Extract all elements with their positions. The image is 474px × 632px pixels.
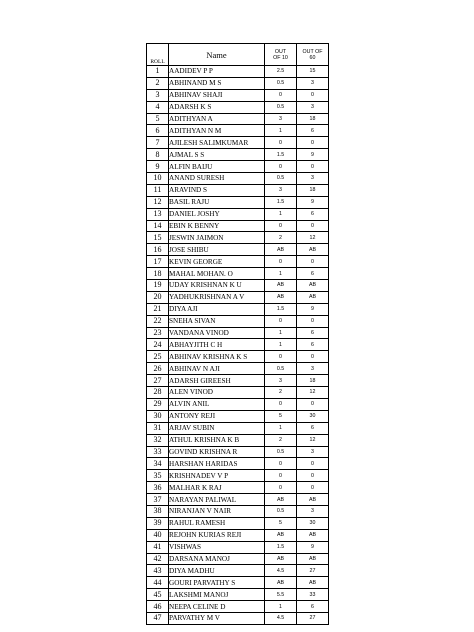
- table-row: [147, 505, 329, 517]
- out-of-60-cell: 0: [297, 161, 329, 173]
- roll-cell: 37: [147, 494, 169, 506]
- out-of-60-cell: 18: [297, 113, 329, 125]
- out-of-60-cell: 30: [297, 517, 329, 529]
- out-of-60-cell: AB: [297, 244, 329, 256]
- name-cell: ABHINAV SHAJI: [169, 89, 265, 101]
- table-row: [147, 351, 329, 363]
- name-cell: ATHUL KRISHNA K B: [169, 434, 265, 446]
- roll-cell: 38: [147, 505, 169, 517]
- name-cell: AJMAL S S: [169, 149, 265, 161]
- out-of-60-cell: 6: [297, 125, 329, 137]
- out-of-60-cell: AB: [297, 280, 329, 292]
- out-of-60-cell: 15: [297, 66, 329, 78]
- out-of-60-cell: AB: [297, 529, 329, 541]
- roll-cell: 14: [147, 220, 169, 232]
- out-of-60-cell: 30: [297, 410, 329, 422]
- table-row: [147, 434, 329, 446]
- out-of-60-cell: 33: [297, 589, 329, 601]
- table-row: [147, 244, 329, 256]
- out-of-60-header-line2: 60: [309, 54, 316, 61]
- name-cell: ABHAYJITH C H: [169, 339, 265, 351]
- roll-cell: 17: [147, 256, 169, 268]
- out-of-10-cell: 0: [265, 470, 297, 482]
- out-of-10-cell: 0: [265, 315, 297, 327]
- table-row: [147, 113, 329, 125]
- name-cell: ABHINAND M S: [169, 77, 265, 89]
- out-of-60-cell: 0: [297, 220, 329, 232]
- table-row: [147, 327, 329, 339]
- name-cell: ARAVIND S: [169, 184, 265, 196]
- out-of-10-cell: 0: [265, 482, 297, 494]
- out-of-60-cell: 27: [297, 565, 329, 577]
- out-of-60-cell: 0: [297, 458, 329, 470]
- name-cell: EBIN K BENNY: [169, 220, 265, 232]
- out-of-10-cell: 0: [265, 137, 297, 149]
- name-cell: NEEPA CELINE D: [169, 601, 265, 613]
- roll-cell: 47: [147, 612, 169, 624]
- out-of-10-cell: 3: [265, 113, 297, 125]
- roll-cell: 27: [147, 375, 169, 387]
- roll-cell: 25: [147, 351, 169, 363]
- table-row: [147, 208, 329, 220]
- out-of-60-cell: AB: [297, 291, 329, 303]
- name-cell: ANTONY REJI: [169, 410, 265, 422]
- out-of-60-cell: 3: [297, 446, 329, 458]
- out-of-10-cell: 1: [265, 422, 297, 434]
- table-row: [147, 125, 329, 137]
- out-of-60-cell: 9: [297, 541, 329, 553]
- out-of-10-cell: AB: [265, 244, 297, 256]
- name-cell: HARSHAN HARIDAS: [169, 458, 265, 470]
- out-of-60-cell: 0: [297, 351, 329, 363]
- name-cell: GOVIND KRISHNA R: [169, 446, 265, 458]
- table-row: [147, 256, 329, 268]
- out-of-60-cell: 9: [297, 303, 329, 315]
- table-row: [147, 315, 329, 327]
- name-cell: ADITHYAN A: [169, 113, 265, 125]
- table-row: [147, 89, 329, 101]
- out-of-60-cell: 12: [297, 434, 329, 446]
- roll-cell: 34: [147, 458, 169, 470]
- roll-cell: 4: [147, 101, 169, 113]
- name-cell: AADIDEV P P: [169, 66, 265, 78]
- name-header: Name: [169, 44, 265, 66]
- name-cell: JOSE SHIBU: [169, 244, 265, 256]
- table-row: [147, 589, 329, 601]
- header-row: [147, 44, 329, 66]
- out-of-10-cell: 1: [265, 327, 297, 339]
- out-of-10-cell: 0: [265, 398, 297, 410]
- name-cell: LAKSHMI MANOJ: [169, 589, 265, 601]
- name-cell: VISHWAS: [169, 541, 265, 553]
- name-cell: GOURI PARVATHY S: [169, 577, 265, 589]
- table-row: [147, 458, 329, 470]
- out-of-10-cell: 5: [265, 517, 297, 529]
- name-cell: ALFIN BAIJU: [169, 161, 265, 173]
- roll-cell: 46: [147, 601, 169, 613]
- name-cell: ALEN VINOD: [169, 387, 265, 399]
- out-of-10-cell: 0.5: [265, 101, 297, 113]
- table-row: [147, 77, 329, 89]
- roll-cell: 15: [147, 232, 169, 244]
- table-row: [147, 529, 329, 541]
- table-row: [147, 196, 329, 208]
- name-cell: ADITHYAN N M: [169, 125, 265, 137]
- name-cell: NIRANJAN V NAIR: [169, 505, 265, 517]
- roll-cell: 26: [147, 363, 169, 375]
- roll-cell: 28: [147, 387, 169, 399]
- out-of-10-cell: AB: [265, 553, 297, 565]
- name-cell: ALVIN ANIL: [169, 398, 265, 410]
- roll-cell: 41: [147, 541, 169, 553]
- roll-cell: 43: [147, 565, 169, 577]
- table-row: [147, 387, 329, 399]
- table-row: [147, 220, 329, 232]
- roll-cell: 5: [147, 113, 169, 125]
- out-of-10-cell: 5: [265, 410, 297, 422]
- table-row: [147, 446, 329, 458]
- out-of-10-cell: 0: [265, 458, 297, 470]
- out-of-60-cell: 6: [297, 339, 329, 351]
- out-of-10-cell: 1: [265, 208, 297, 220]
- table-row: [147, 517, 329, 529]
- name-cell: PARVATHY M V: [169, 612, 265, 624]
- out-of-10-cell: 2: [265, 232, 297, 244]
- out-of-60-cell: 3: [297, 173, 329, 185]
- out-of-10-cell: 2.5: [265, 66, 297, 78]
- roll-cell: 13: [147, 208, 169, 220]
- table-row: [147, 173, 329, 185]
- name-cell: ABHINAV N AJI: [169, 363, 265, 375]
- roll-cell: 2: [147, 77, 169, 89]
- out-of-10-cell: 0.5: [265, 77, 297, 89]
- out-of-60-cell: 18: [297, 375, 329, 387]
- roll-cell: 22: [147, 315, 169, 327]
- table-row: [147, 232, 329, 244]
- out-of-10-header-line2: OF 10: [273, 54, 288, 61]
- out-of-10-cell: 4.5: [265, 565, 297, 577]
- out-of-60-cell: 0: [297, 398, 329, 410]
- table-row: [147, 161, 329, 173]
- table-row: [147, 494, 329, 506]
- out-of-60-cell: 0: [297, 256, 329, 268]
- out-of-60-cell: 6: [297, 422, 329, 434]
- out-of-60-cell: 3: [297, 363, 329, 375]
- table-row: [147, 601, 329, 613]
- roll-cell: 32: [147, 434, 169, 446]
- name-cell: UDAY KRISHNAN K U: [169, 280, 265, 292]
- roll-cell: 12: [147, 196, 169, 208]
- table-row: [147, 410, 329, 422]
- out-of-60-cell: 0: [297, 482, 329, 494]
- name-cell: ANAND SURESH: [169, 173, 265, 185]
- name-cell: BASIL RAJU: [169, 196, 265, 208]
- roll-cell: 30: [147, 410, 169, 422]
- table-row: [147, 268, 329, 280]
- table-row: [147, 553, 329, 565]
- name-cell: KRISHNADEV V P: [169, 470, 265, 482]
- out-of-10-cell: 3: [265, 375, 297, 387]
- table-row: [147, 66, 329, 78]
- marks-table: [146, 43, 329, 625]
- out-of-60-cell: 12: [297, 387, 329, 399]
- out-of-10-cell: 1.5: [265, 149, 297, 161]
- out-of-60-cell: 12: [297, 232, 329, 244]
- out-of-60-cell: 9: [297, 196, 329, 208]
- roll-cell: 3: [147, 89, 169, 101]
- roll-cell: 33: [147, 446, 169, 458]
- table-body: [147, 66, 329, 625]
- roll-cell: 10: [147, 173, 169, 185]
- table-row: [147, 137, 329, 149]
- name-cell: REJOHN KURIAS REJI: [169, 529, 265, 541]
- roll-cell: 1: [147, 66, 169, 78]
- roll-cell: 44: [147, 577, 169, 589]
- out-of-10-cell: 1: [265, 268, 297, 280]
- out-of-60-cell: 6: [297, 208, 329, 220]
- table-row: [147, 280, 329, 292]
- out-of-60-cell: 18: [297, 184, 329, 196]
- name-cell: DIYA AJI: [169, 303, 265, 315]
- out-of-60-cell: AB: [297, 494, 329, 506]
- out-of-60-cell: 0: [297, 137, 329, 149]
- out-of-10-cell: 1: [265, 601, 297, 613]
- out-of-10-cell: AB: [265, 494, 297, 506]
- out-of-10-cell: 0: [265, 89, 297, 101]
- out-of-60-cell: 0: [297, 315, 329, 327]
- roll-cell: 42: [147, 553, 169, 565]
- table-row: [147, 149, 329, 161]
- out-of-10-cell: 1.5: [265, 303, 297, 315]
- out-of-60-cell: 3: [297, 505, 329, 517]
- out-of-10-header-line1: OUT: [274, 48, 287, 55]
- name-cell: AJILESH SALIMKUMAR: [169, 137, 265, 149]
- roll-cell: 29: [147, 398, 169, 410]
- name-cell: KEVIN GEORGE: [169, 256, 265, 268]
- roll-cell: 8: [147, 149, 169, 161]
- out-of-10-cell: 3: [265, 184, 297, 196]
- out-of-60-cell: 6: [297, 268, 329, 280]
- name-cell: DIYA MADHU: [169, 565, 265, 577]
- out-of-10-cell: 1: [265, 125, 297, 137]
- out-of-10-cell: 2: [265, 434, 297, 446]
- out-of-10-cell: AB: [265, 280, 297, 292]
- name-cell: DARSANA MANOJ: [169, 553, 265, 565]
- name-cell: MAHAL MOHAN. O: [169, 268, 265, 280]
- table-row: [147, 577, 329, 589]
- out-of-10-cell: 0: [265, 220, 297, 232]
- table-row: [147, 303, 329, 315]
- out-of-10-cell: AB: [265, 577, 297, 589]
- name-cell: YADHUKRISHNAN A V: [169, 291, 265, 303]
- out-of-60-cell: 0: [297, 89, 329, 101]
- name-cell: RAHUL RAMESH: [169, 517, 265, 529]
- roll-cell: 31: [147, 422, 169, 434]
- out-of-10-cell: 0.5: [265, 173, 297, 185]
- table-row: [147, 291, 329, 303]
- out-of-10-cell: 0: [265, 351, 297, 363]
- out-of-10-cell: 1: [265, 339, 297, 351]
- out-of-10-cell: 1.5: [265, 541, 297, 553]
- out-of-10-cell: 0: [265, 256, 297, 268]
- out-of-10-cell: 0.5: [265, 363, 297, 375]
- out-of-10-cell: 0.5: [265, 446, 297, 458]
- name-cell: SNEHA SIVAN: [169, 315, 265, 327]
- roll-cell: 21: [147, 303, 169, 315]
- name-cell: VANDANA VINOD: [169, 327, 265, 339]
- out-of-10-cell: 5.5: [265, 589, 297, 601]
- out-of-60-header-line1: OUT OF: [302, 48, 323, 55]
- roll-cell: 18: [147, 268, 169, 280]
- name-cell: JESWIN JAIMON: [169, 232, 265, 244]
- out-of-60-cell: 9: [297, 149, 329, 161]
- out-of-10-cell: AB: [265, 291, 297, 303]
- out-of-60-header: [297, 44, 329, 66]
- out-of-60-cell: 3: [297, 77, 329, 89]
- table-row: [147, 101, 329, 113]
- table-row: [147, 398, 329, 410]
- table-row: [147, 565, 329, 577]
- roll-cell: 23: [147, 327, 169, 339]
- roll-cell: 36: [147, 482, 169, 494]
- out-of-60-cell: AB: [297, 577, 329, 589]
- roll-header: ROLL: [147, 44, 169, 66]
- name-cell: NARAYAN PALIWAL: [169, 494, 265, 506]
- roll-cell: 11: [147, 184, 169, 196]
- table-row: [147, 482, 329, 494]
- out-of-10-cell: 1.5: [265, 196, 297, 208]
- out-of-10-cell: 0.5: [265, 505, 297, 517]
- out-of-60-cell: 6: [297, 327, 329, 339]
- roll-cell: 9: [147, 161, 169, 173]
- table-row: [147, 612, 329, 624]
- name-cell: DANIEL JOSHY: [169, 208, 265, 220]
- name-cell: ADARSH GIREESH: [169, 375, 265, 387]
- table-row: [147, 470, 329, 482]
- roll-cell: 35: [147, 470, 169, 482]
- table-row: [147, 339, 329, 351]
- name-cell: ADARSH K S: [169, 101, 265, 113]
- out-of-10-cell: 4.5: [265, 612, 297, 624]
- out-of-10-header: [265, 44, 297, 66]
- out-of-60-cell: 6: [297, 601, 329, 613]
- name-cell: MALHAR K RAJ: [169, 482, 265, 494]
- roll-cell: 19: [147, 280, 169, 292]
- out-of-60-cell: 27: [297, 612, 329, 624]
- table-row: [147, 375, 329, 387]
- roll-cell: 20: [147, 291, 169, 303]
- roll-cell: 24: [147, 339, 169, 351]
- roll-cell: 39: [147, 517, 169, 529]
- name-cell: ARJAV SUBIN: [169, 422, 265, 434]
- out-of-10-cell: AB: [265, 529, 297, 541]
- name-cell: ABHINAV KRISHNA K S: [169, 351, 265, 363]
- table-row: [147, 363, 329, 375]
- out-of-60-cell: AB: [297, 553, 329, 565]
- out-of-60-cell: 3: [297, 101, 329, 113]
- out-of-60-cell: 0: [297, 470, 329, 482]
- table-row: [147, 184, 329, 196]
- roll-cell: 7: [147, 137, 169, 149]
- roll-cell: 6: [147, 125, 169, 137]
- out-of-10-cell: 2: [265, 387, 297, 399]
- roll-cell: 40: [147, 529, 169, 541]
- out-of-10-cell: 0: [265, 161, 297, 173]
- table-row: [147, 541, 329, 553]
- table-row: [147, 422, 329, 434]
- roll-cell: 45: [147, 589, 169, 601]
- roll-cell: 16: [147, 244, 169, 256]
